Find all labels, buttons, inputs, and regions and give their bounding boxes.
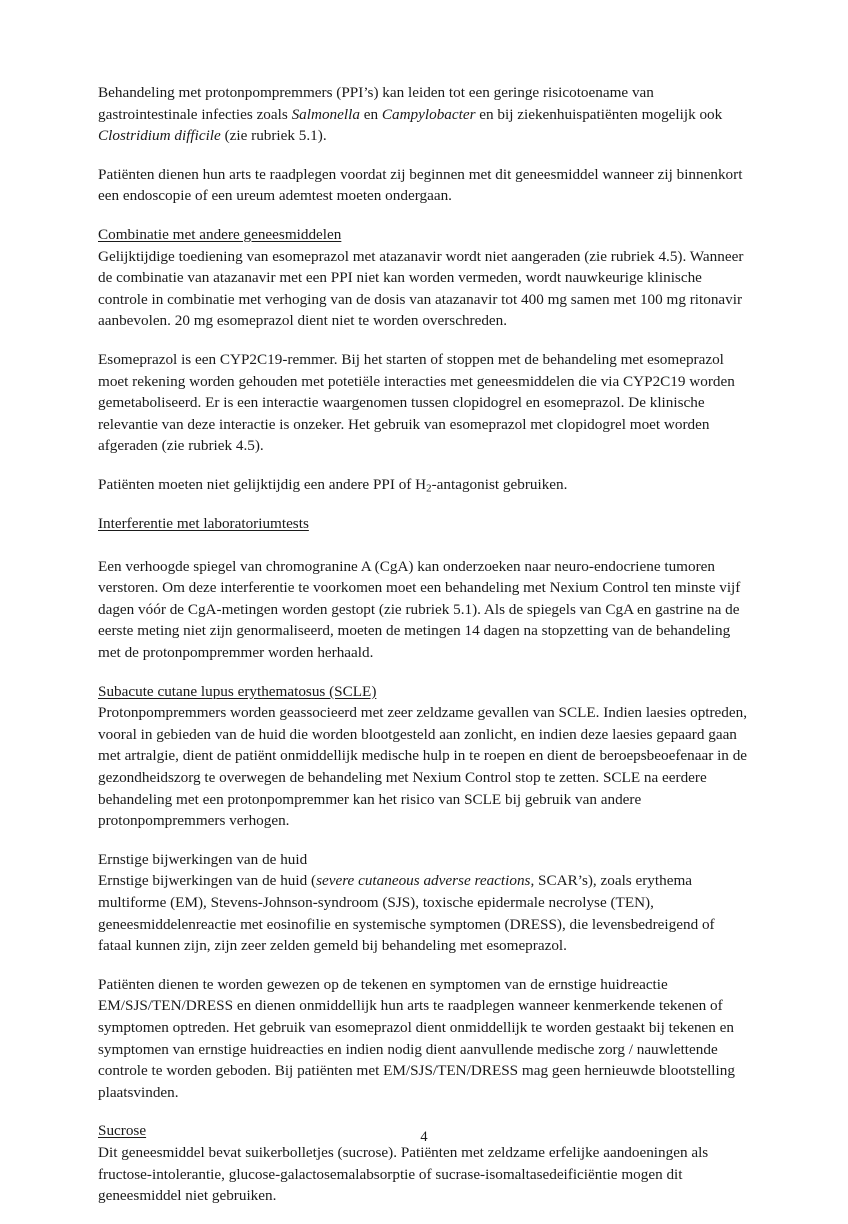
paragraph-ppi-infection-risk — [98, 82, 752, 147]
text-run: (zie rubriek 5.1). — [220, 127, 327, 145]
text-run: Interferentie met laboratoriumtests — [98, 514, 309, 532]
text-run: Dit geneesmiddel bevat suikerbolletjes (sucrose). Patiënten met zeldzame erfelijke aandoeningen als fructose-intolerantie, glucose-galactosemalabsorptie of sucrase-isomaltasedeificiëntie mogen dit geneesmiddel niet gebruiken. — [98, 1143, 709, 1205]
paragraph-sucrose-body — [98, 1142, 752, 1207]
text-run: -antagonist gebruiken. — [431, 475, 568, 493]
paragraph-atazanavir-interaction — [98, 246, 752, 332]
text-run: Gelijktijdige toediening van esomeprazol met atazanavir wordt niet aangeraden (zie rubriek 4.5). Wanneer de combinatie van atazanavir met een PPI niet kan worden vermeden, wordt nauwkeurige klinische controle in combinatie met verhoging van de dosis van atazanavir tot 400 mg samen met 100 mg ritonavir aanbevolen. 20 mg esomeprazol dient niet te worden overschreden. — [98, 247, 744, 330]
italic-text: severe cutaneous adverse reactions — [316, 872, 531, 890]
heading-combinatie-met-andere-geneesmiddelen-group — [98, 224, 752, 246]
heading-label — [98, 515, 309, 532]
paragraph-endoscopy-advice — [98, 164, 752, 207]
spacer — [98, 534, 752, 556]
italic-text: Clostridium difficile — [98, 127, 221, 145]
heading-label — [98, 683, 376, 700]
text-run: Ernstige bijwerkingen van de huid — [98, 850, 308, 868]
heading-subacute-cutane-lupus-erythematosus — [98, 681, 752, 703]
italic-text: Campylobacter — [381, 105, 476, 123]
italic-text: Salmonella — [291, 105, 360, 123]
text-run: Ernstige bijwerkingen van de huid ( — [98, 872, 317, 890]
text-run: Patiënten moeten niet gelijktijdig een andere PPI of H — [98, 475, 427, 493]
text-run: en bij ziekenhuispatiënten mogelijk ook — [475, 105, 723, 123]
paragraph-scar-body — [98, 870, 752, 956]
paragraph-scar-patient-advice — [98, 974, 752, 1104]
heading-label — [98, 851, 307, 868]
heading-interferentie-met-laboratoriumtests-group — [98, 513, 752, 556]
paragraph-h2-antagonist — [98, 474, 752, 496]
heading-ernstige-bijwerkingen-van-de-huid — [98, 849, 752, 871]
heading-ernstige-bijwerkingen-van-de-huid-group — [98, 849, 752, 871]
text-run: Sucrose — [98, 1122, 147, 1140]
text-run: , SCAR’s), zoals erythema multiforme (EM), Stevens-Johnson-syndroom (SJS), toxische epidermale necrolyse (TEN), geneesmiddelenreactie met eosinofilie en systemische symptomen (DRESS), die levensbedreigend of fataal kunnen zijn, zijn zeer zelden gemeld bij behandeling met esomeprazol. — [98, 872, 715, 955]
text-run: Protonpompremmers worden geassocieerd met zeer zeldzame gevallen van SCLE. Indien laesies optreden, vooral in gebieden van de huid die worden blootgesteld aan zonlicht, en indien deze laesies gepaard gaan met artralgie, dient de patiënt onmiddellijk medische hulp in te roepen en dient de beroepsbeoefenaar in de gezondheidszorg te overwegen de behandeling met Nexium Control stop te zetten. SCLE na eerdere behandeling met een protonpompremmer kan het risico van SCLE bij gebruik van andere protonpompremmers verhogen. — [98, 704, 748, 830]
text-run: Patiënten dienen te worden gewezen op de tekenen en symptomen van de ernstige huidreactie EM/SJS/TEN/DRESS en dienen onmiddellijk hun arts te raadplegen wanneer kenmerkende tekenen of symptomen optreden. Het gebruik van esomeprazol dient onmiddellijk te worden gestaakt bij tekenen en symptomen van ernstige huidreacties en indien nodig dient aanvullende medische zorg / nauwlettende controle te worden geboden. Bij patiënten met EM/SJS/TEN/DRESS mag geen hernieuwde blootstelling plaatsvinden. — [98, 975, 735, 1101]
heading-subacute-cutane-lupus-erythematosus-group — [98, 681, 752, 703]
heading-label — [98, 226, 341, 243]
paragraph-chromogranine-a — [98, 556, 752, 664]
text-run: Subacute cutane lupus erythematosus (SCLE) — [98, 682, 377, 700]
heading-interferentie-met-laboratoriumtests — [98, 513, 752, 535]
page-number: 4 — [420, 1129, 428, 1145]
paragraph-cyp2c19-clopidogrel — [98, 349, 752, 457]
heading-combinatie-met-andere-geneesmiddelen — [98, 224, 752, 246]
text-run: Behandeling met protonpompremmers (PPI’s) kan leiden tot een geringe risicotoename van gastrointestinale infecties zoals — [98, 84, 654, 123]
text-run: Een verhoogde spiegel van chromogranine A (CgA) kan onderzoeken naar neuro-endocriene tumoren verstoren. Om deze interferentie te voorkomen moet een behandeling met Nexium Control ten minste vijf dagen vóór de CgA-metingen worden gestopt (zie rubriek 5.1). Als de spiegels van CgA en gastrine na de eerste meting niet zijn genormaliseerd, moeten de metingen 14 dagen na stopzetting van de behandeling met de protonpompremmer worden herhaald. — [98, 557, 741, 662]
text-run: en — [359, 105, 382, 123]
paragraph-scle-body — [98, 702, 752, 832]
subscript-text: 2 — [426, 482, 432, 495]
document-body — [98, 82, 752, 1224]
text-run: Esomeprazol is een CYP2C19-remmer. Bij het starten of stoppen met de behandeling met esomeprazol moet rekening worden gehouden met potetiële interacties met geneesmiddelen die via CYP2C19 worden gemetaboliseerd. Er is een interactie waargenomen tussen clopidogrel en esomeprazol. De klinische relevantie van deze interactie is onzeker. Het gebruik van esomeprazol met clopidogrel moet worden afgeraden (zie rubriek 4.5). — [98, 350, 735, 455]
text-run: Patiënten dienen hun arts te raadplegen voordat zij beginnen met dit geneesmiddel wanneer zij binnenkort een endoscopie of een ureum ademtest moeten ondergaan. — [98, 165, 743, 205]
text-run: Combinatie met andere geneesmiddelen — [98, 225, 342, 243]
